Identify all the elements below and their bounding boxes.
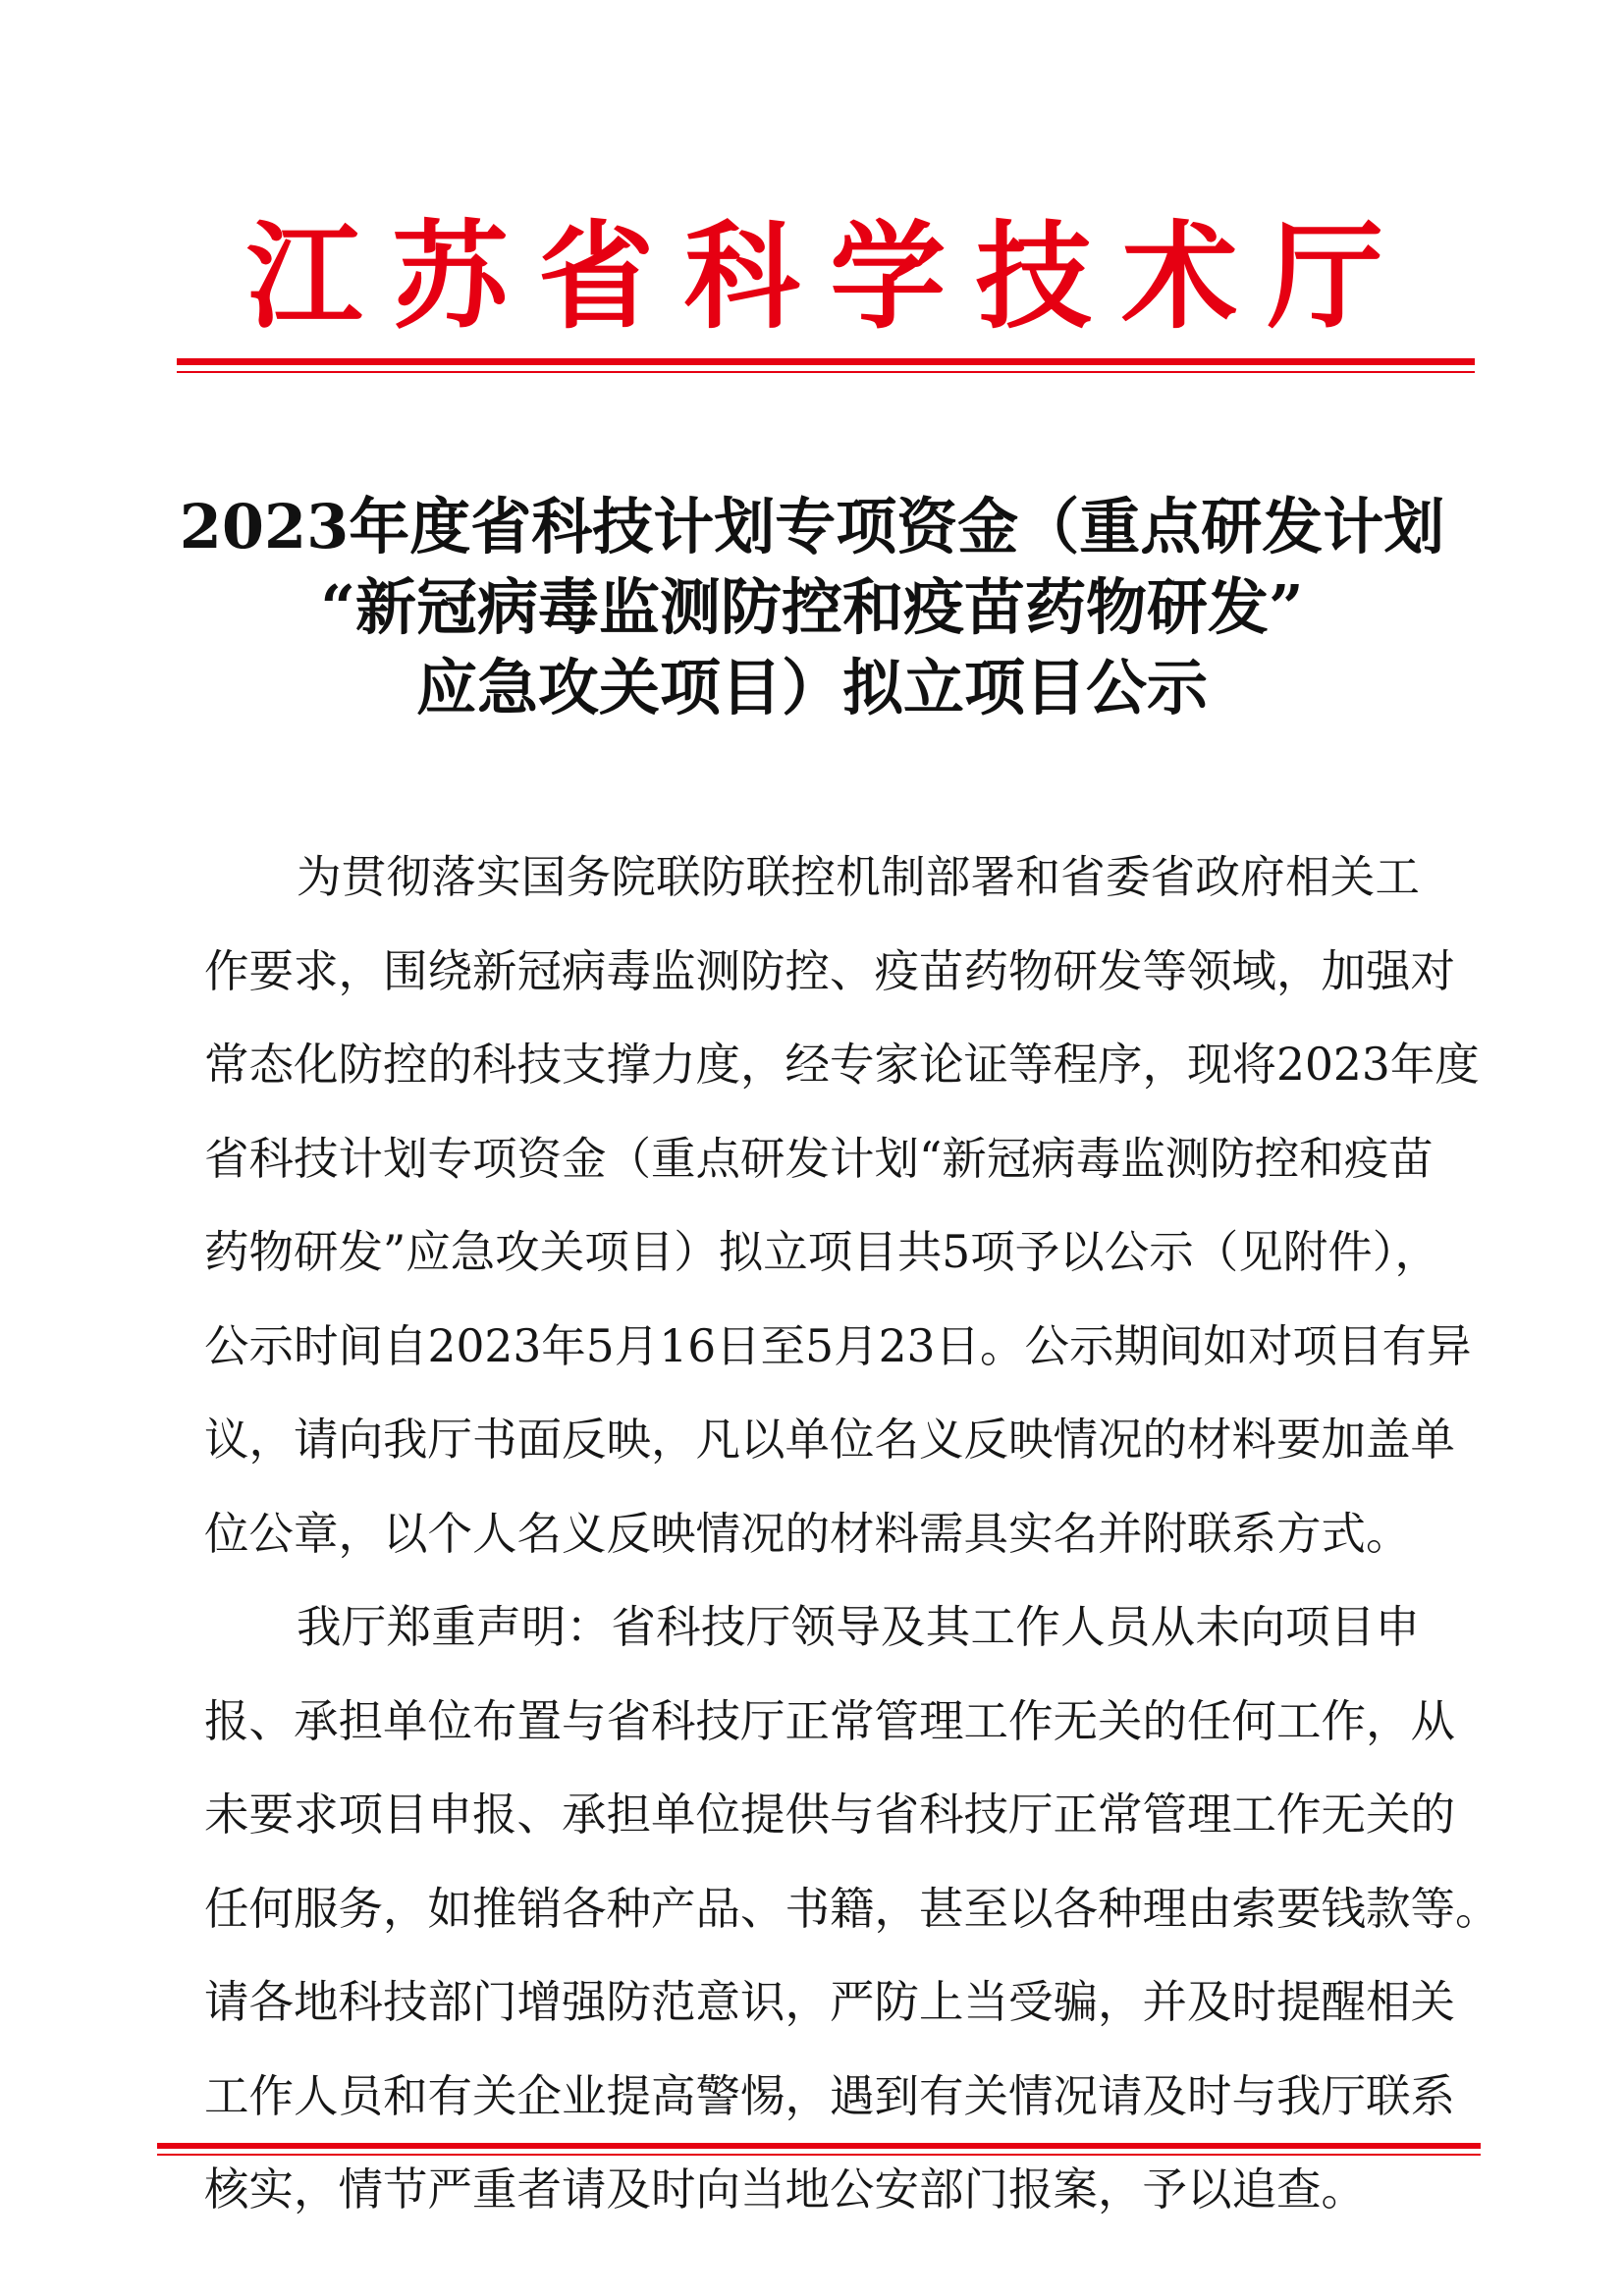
- masthead-char: 苏: [392, 209, 509, 345]
- masthead-divider-thin: [177, 371, 1475, 373]
- document-title: [147, 487, 1477, 728]
- masthead-title: [236, 208, 1394, 346]
- title-line: 应急攻关项目）拟立项目公示: [415, 652, 1208, 723]
- paragraph-announcement: [204, 830, 1480, 1580]
- body-line: 为贯彻落实国务院联防联控机制部署和省委省政府相关工: [297, 851, 1420, 903]
- document-body: [204, 830, 1500, 2237]
- body-line: 我厅郑重声明：省科技厅领导及其工作人员从未向项目申: [297, 1601, 1420, 1653]
- body-line: 未要求项目申报、承担单位提供与省科技厅正常管理工作无关的: [204, 1789, 1456, 1841]
- body-line: 请各地科技部门增强防范意识，严防上当受骗，并及时提醒相关: [204, 1976, 1456, 2028]
- masthead-char: 学: [830, 209, 947, 345]
- title-line: “新冠病毒监测防控和疫苗药物研发”: [320, 571, 1304, 643]
- body-line: 常态化防控的科技支撑力度，经专家论证等程序，现将2023年度: [204, 1039, 1480, 1091]
- body-line: 报、承担单位布置与省科技厅正常管理工作无关的任何工作，从: [204, 1694, 1456, 1747]
- body-line: 作要求，围绕新冠病毒监测防控、疫苗药物研发等领域，加强对: [204, 944, 1456, 997]
- masthead-char: 科: [683, 209, 800, 345]
- body-line: 任何服务，如推销各种产品、书籍，甚至以各种理由索要钱款等。: [204, 1882, 1500, 1935]
- masthead-char: 省: [538, 209, 655, 345]
- body-line: 工作人员和有关企业提高警惕，遇到有关情况请及时与我厅联系: [204, 2069, 1456, 2122]
- title-line: 2023年度省科技计划专项资金（重点研发计划: [179, 491, 1445, 562]
- masthead-char: 江: [245, 209, 362, 345]
- body-line: 公示时间自2023年5月16日至5月23日。公示期间如对项目有异: [204, 1319, 1472, 1372]
- footer-divider-thin: [157, 2154, 1481, 2156]
- body-line: 议，请向我厅书面反映，凡以单位名义反映情况的材料要加盖单: [204, 1414, 1456, 1466]
- body-line: 药物研发”应急攻关项目）拟立项目共5项予以公示（见附件），: [204, 1226, 1439, 1278]
- paragraph-statement: [204, 1580, 1500, 2237]
- body-line: 位公章，以个人名义反映情况的材料需具实名并附联系方式。: [204, 1507, 1411, 1560]
- body-line: 核实，情节严重者请及时向当地公安部门报案，予以追查。: [204, 2163, 1367, 2216]
- body-line: 省科技计划专项资金（重点研发计划“新冠病毒监测防控和疫苗: [204, 1132, 1434, 1185]
- masthead-char: 厅: [1267, 209, 1383, 345]
- masthead-divider-thick: [177, 358, 1475, 365]
- masthead-char: 术: [1121, 209, 1238, 345]
- footer-divider-thick: [157, 2143, 1481, 2149]
- masthead-char: 技: [975, 209, 1092, 345]
